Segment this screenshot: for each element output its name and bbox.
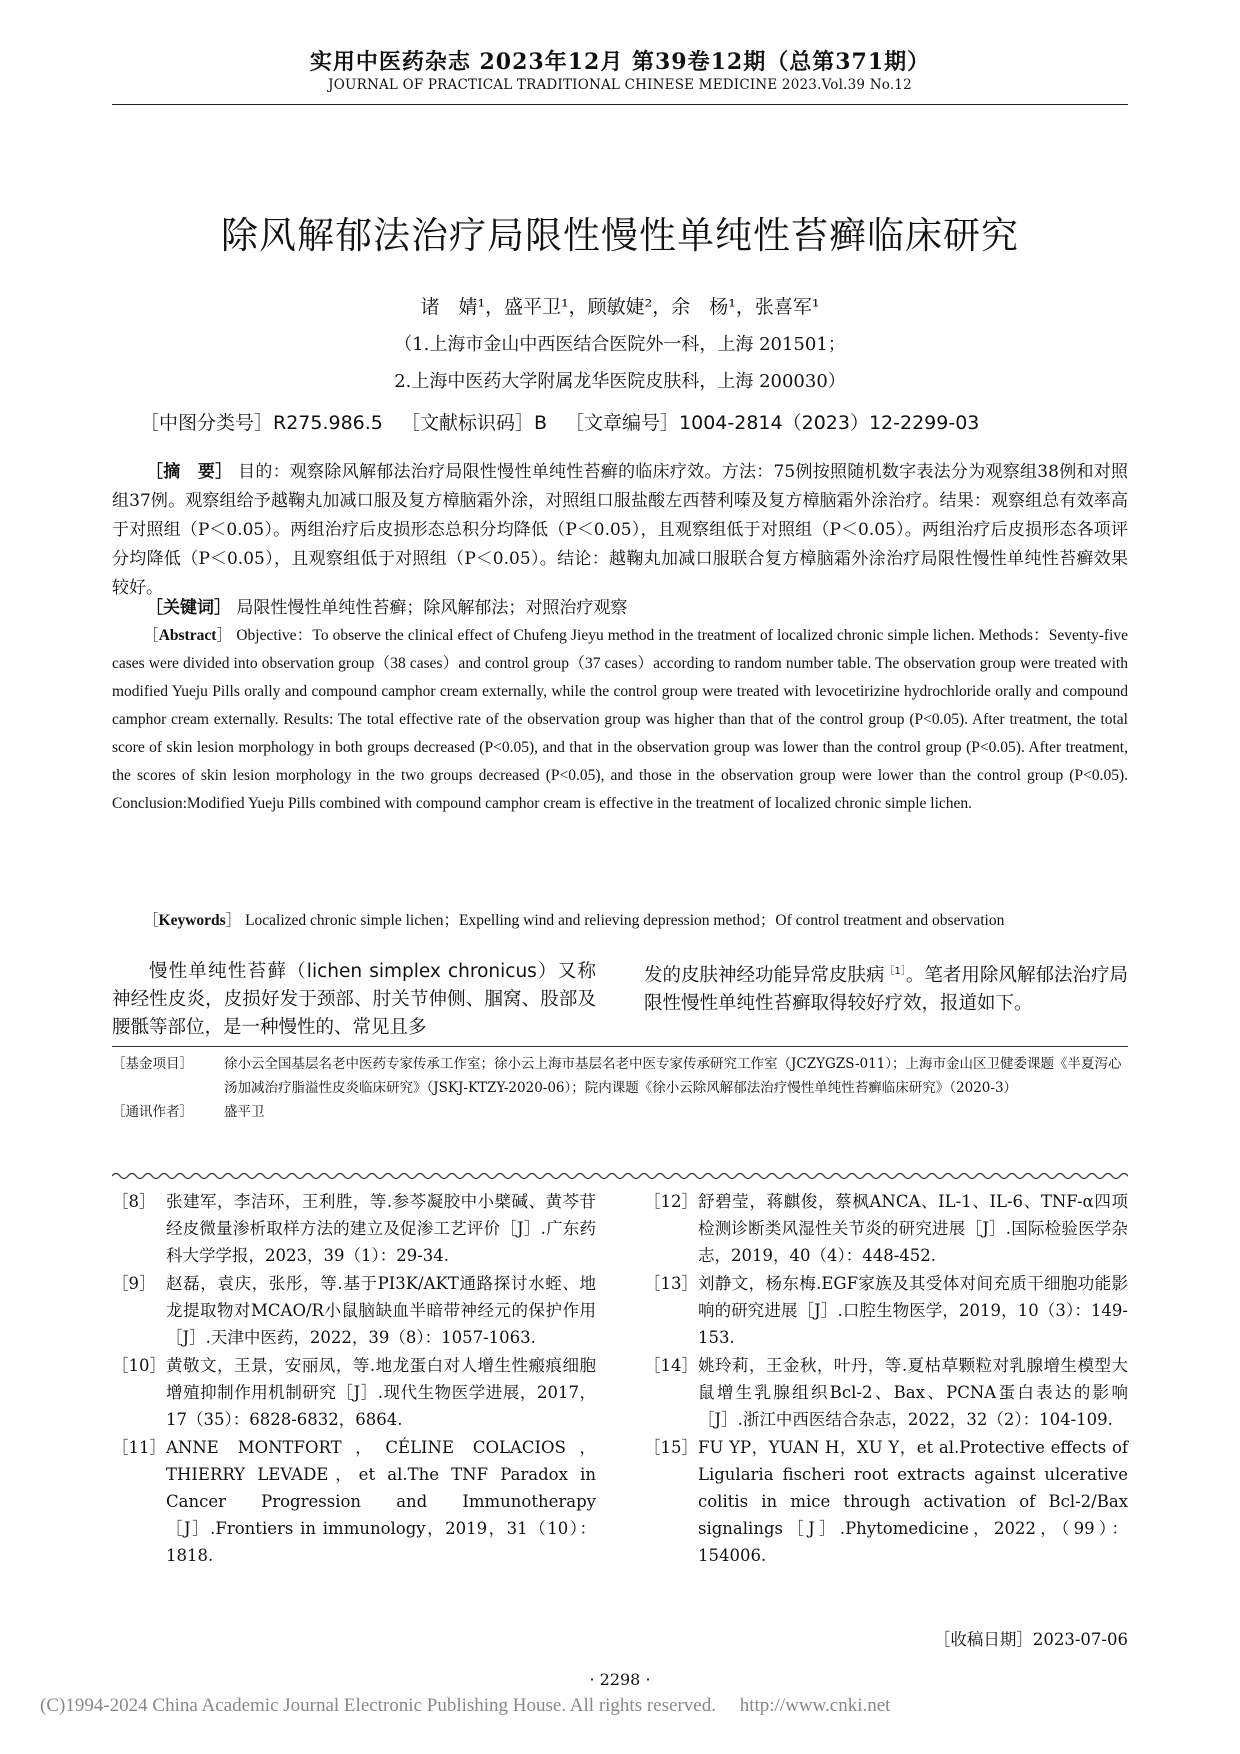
reference-number: ［15］ (644, 1438, 698, 1457)
journal-name-en: JOURNAL OF PRACTICAL TRADITIONAL CHINESE MEDICINE 2023.Vol.39 No.12 (328, 77, 912, 93)
article-title: 除风解郁法治疗局限性慢性单纯性苔癣临床研究 (221, 214, 1019, 257)
reference-number: ［10］ (112, 1356, 166, 1375)
reference-number: ［9］ (112, 1274, 156, 1293)
abstract-en-label: Abstract (158, 627, 217, 644)
journal-header (0, 48, 1240, 94)
reference-number: ［14］ (644, 1356, 698, 1375)
reference-item (644, 1188, 1128, 1269)
reference-number: ［8］ (112, 1192, 156, 1211)
reference-number: ［11］ (112, 1438, 166, 1457)
reference-text: 舒碧莹，蒋麒俊，蔡枫ANCA、IL-1、IL-6、TNF-α四项检测诊断类风湿性关节炎的研究进展［J］.国际检验医学杂志，2019，40（4）：448-452. (698, 1192, 1128, 1265)
reference-text: ANNE MONTFORT，CÉLINE COLACIOS，THIERRY LEVADE，et al.The TNF Paradox in Cancer Progression and Immunotherapy［J］.Frontiers in immunology，2019，31（10）：1818. (166, 1438, 596, 1565)
intro-right-text-2: 。笔者用除风解郁法治疗局限性慢性单纯性苔癣取得较好疗效，报道如下。 (644, 965, 1128, 1015)
reference-text: 赵磊，袁庆，张彤，等.基于PI3K/AKT通路探讨水蛭、地龙提取物对MCAO/R小鼠脑缺血半暗带神经元的保护作用［J］.天津中医药，2022，39（8）：1057-1063. (166, 1274, 596, 1347)
corresponding-author: 盛平卫 (224, 1104, 265, 1120)
clc-number: ［中图分类号］R275.986.5 (140, 412, 383, 434)
abstract-cn-text: 目的：观察除风解郁法治疗局限性慢性单纯性苔癣的临床疗效。方法：75例按照随机数字表法分为观察组38例和对照组37例。观察组给予越鞠丸加减口服及复方樟脑霜外涂，对照组口服盐酸左西替利嗪及复方樟脑霜外涂治疗。结果：观察组总有效率高于对照组（P＜0.05）。两组治疗后皮损形态总积分均降低（P＜0.05），且观察组低于对照组（P＜0.05）。两组治疗后皮损形态各项评分均降低（P＜0.05），且观察组低于对照组（P＜0.05）。结论：越鞠丸加减口服联合复方樟脑霜外涂治疗局限性慢性单纯性苔癣效果较好。 (112, 462, 1129, 598)
keywords-cn (112, 594, 1128, 623)
funding-label: ［基金项目］ (112, 1056, 193, 1072)
keywords-en-text: Localized chronic simple lichen；Expelling wind and relieving depression method；Of control treatment and observation (245, 912, 1005, 929)
keywords-cn-label: ［关键词］ (146, 598, 231, 618)
abstract-en-text: Objective：To observe the clinical effect of Chufeng Jieyu method in the treatment of localized chronic simple lichen. Methods：Seventy-five cases were divided into observation group（38 cases）and control group（37 cases）according to random number table. The observation group were treated with modified Yueju Pills orally and compound camphor cream externally, while the control group were treated with levocetirizine hydrochloride orally and compound camphor cream externally. Results: The total effective rate of the observation group was higher than that of the control group (P<0.05). After treatment, the total score of skin lesion morphology in both groups decreased (P<0.05), and that in the observation group was lower than the control group (P<0.05). After treatment, the scores of skin lesion morphology in the two groups decreased (P<0.05), and those in the observation group were lower than the control group (P<0.05). Conclusion:Modified Yueju Pills combined with compound camphor cream is effective in the treatment of localized chronic simple lichen. (112, 627, 1128, 812)
abstract-cn-label: ［摘 要］ (146, 462, 233, 482)
journal-name-cn: 实用中医药杂志 2023年12月 第39卷12期（总第371期） (309, 49, 931, 75)
footnote-rule (112, 1046, 1128, 1047)
reference-text: 姚玲莉，王金秋，叶丹，等.夏枯草颗粒对乳腺增生模型大鼠增生乳腺组织Bcl-2、Bax、PCNA蛋白表达的影响［J］.浙江中西医结合杂志，2022，32（2）：104-109. (698, 1356, 1128, 1429)
reference-item (112, 1434, 596, 1569)
reference-text: 黄敬文，王景，安丽凤，等.地龙蛋白对人增生性瘢痕细胞增殖抑制作用机制研究［J］.现代生物医学进展，2017，17（35）：6828-6832，6864. (166, 1356, 596, 1429)
reference-item (112, 1352, 596, 1433)
affiliation-2: 2.上海中医药大学附属龙华医院皮肤科，上海 200030） (394, 371, 846, 392)
received-date: ［收稿日期］2023-07-06 (933, 1630, 1128, 1649)
intro-right-column (644, 958, 1128, 1018)
reference-text: 刘静文，杨东梅.EGF家族及其受体对间充质干细胞功能影响的研究进展［J］.口腔生物医学，2019，10（3）：149-153. (698, 1274, 1128, 1347)
reference-number: ［13］ (644, 1274, 698, 1293)
intro-left-column: 慢性单纯性苔藓（lichen simplex chronicus）又称神经性皮炎，皮损好发于颈部、肘关节伸侧、腘窝、股部及腰骶等部位，是一种慢性的、常见且多 (112, 961, 596, 1038)
keywords-cn-text: 局限性慢性单纯性苔癣；除风解郁法；对照治疗观察 (236, 598, 628, 618)
page-number: · 2298 · (589, 1670, 651, 1689)
reference-text: 张建军，李洁环，王利胜，等.参芩凝胶中小檗碱、黄芩苷经皮微量渗析取样方法的建立及促渗工艺评价［J］.广东药科大学学报，2023，39（1）：29-34. (166, 1192, 596, 1265)
corresponding-label: ［通讯作者］ (112, 1104, 193, 1120)
reference-item (644, 1270, 1128, 1351)
header-rule (112, 104, 1128, 105)
intro-right-text-1: 发的皮肤神经功能异常皮肤病 (644, 965, 885, 987)
reference-text: FU YP，YUAN H，XU Y，et al.Protective effects of Ligularia fischeri root extracts against ulcerative colitis in mice through activation of Bcl-2/Bax signalings［J］.Phytomedicine，2022，（99）：154006. (698, 1438, 1128, 1565)
document-code: ［文献标识码］B (400, 412, 547, 434)
reference-item (112, 1270, 596, 1351)
reference-item (644, 1434, 1128, 1569)
keywords-en: ［Keywords］ Localized chronic simple lichen；Expelling wind and relieving depression method；Of control treatment and observation (143, 912, 1005, 929)
article-number: ［文章编号］1004-2814（2023）12-2299-03 (565, 412, 980, 434)
footnote-block (112, 1052, 1128, 1124)
references-right (644, 1188, 1128, 1570)
reference-item (644, 1352, 1128, 1433)
wavy-divider (112, 1170, 1128, 1182)
classification-line (140, 408, 1120, 435)
citation-1: ［1］ (884, 966, 906, 977)
authors: 诸 婧¹，盛平卫¹，顾敏婕²，余 杨¹，张喜军¹ (420, 296, 820, 318)
funding-text: 徐小云全国基层名老中医药专家传承工作室；徐小云上海市基层名老中医专家传承研究工作室（JCZYGZS-011）；上海市金山区卫健委课题《半夏泻心汤加减治疗脂溢性皮炎临床研究》（JSKJ-KTZY-2020-06）；院内课题《徐小云除风解郁法治疗慢性单纯性苔癣临床研究》（2020-3） (224, 1056, 1122, 1096)
abstract-en: ［Abstract］ Objective：To observe the clinical effect of Chufeng Jieyu method in the treatment of localized chronic simple lichen. Methods：Seventy-five cases were divided into observation group（38 cases）and control group（37 cases）according to random number table. The observation group were treated with modified Yueju Pills orally and compound camphor cream externally, while the control group were treated with levocetirizine hydrochloride orally and compound camphor cream externally. Results: The total effective rate of the observation group was higher than that of the control group (P<0.05). After treatment, the total score of skin lesion morphology in both groups decreased (P<0.05), and that in the observation group was lower than the control group (P<0.05). After treatment, the scores of skin lesion morphology in the two groups decreased (P<0.05), and those in the observation group were lower than the control group (P<0.05). Conclusion:Modified Yueju Pills combined with compound camphor cream is effective in the treatment of localized chronic simple lichen. (112, 627, 1128, 812)
abstract-cn (112, 458, 1128, 603)
references-left (112, 1188, 596, 1570)
reference-number: ［12］ (644, 1192, 698, 1211)
keywords-en-label: Keywords (158, 912, 226, 929)
reference-item (112, 1188, 596, 1269)
copyright-watermark: (C)1994-2024 China Academic Journal Electronic Publishing House. All rights reserved. http://www.cnki.net (40, 1695, 891, 1716)
affiliation-1: （1.上海市金山中西医结合医院外一科，上海 201501； (394, 334, 846, 355)
